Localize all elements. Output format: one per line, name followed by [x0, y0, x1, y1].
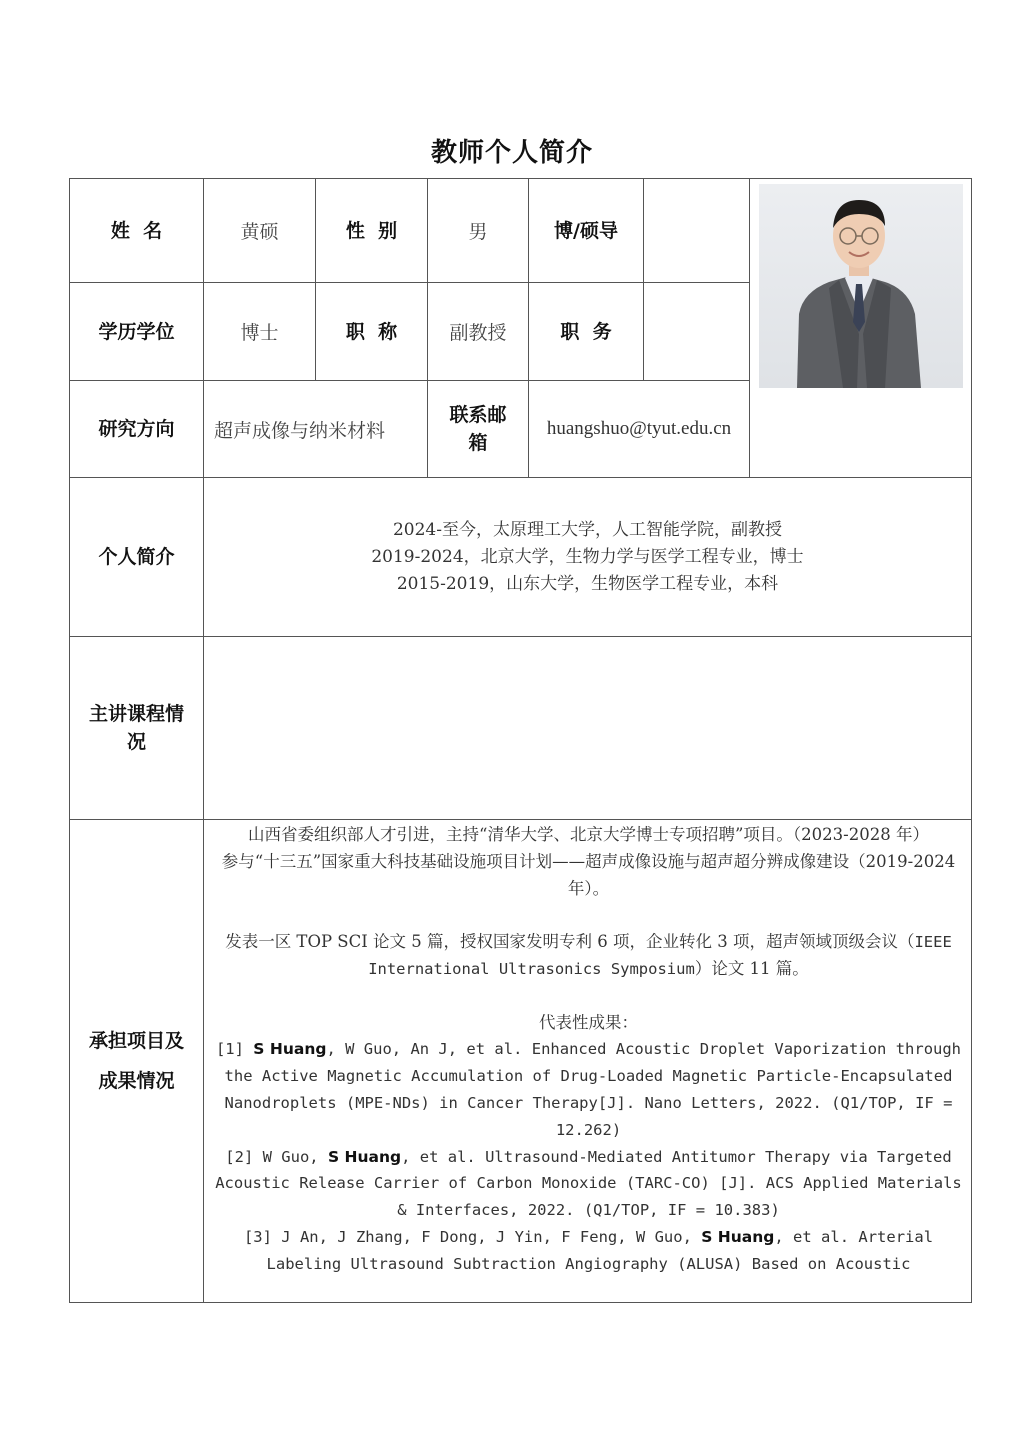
gender-value: 男 — [428, 179, 529, 283]
intro-content — [204, 478, 972, 637]
project-paragraph-3 — [214, 929, 963, 983]
reference-1 — [214, 1036, 963, 1143]
ref-details: , et al. Ultrasound-Mediated Antitumor Therapy via Targeted Acoustic Release Carrier of Carbon Monoxide (TARC-CO) [J]. ACS Applied Materials & Interfaces, 2022. (Q1/TOP, IF = 10.383) — [215, 1147, 962, 1220]
name-value: 黄硕 — [204, 179, 316, 283]
name-label: 姓 名 — [70, 179, 204, 283]
degree-label: 学历学位 — [70, 283, 204, 381]
row-projects — [70, 820, 972, 1303]
ref-details: , et al. Arterial Labeling Ultrasound Subtraction Angiography (ALUSA) Based on Acoustic — [266, 1227, 934, 1273]
position-value — [644, 283, 750, 381]
ref-number: [2] — [225, 1147, 263, 1166]
research-value: 超声成像与纳米材料 — [204, 381, 428, 478]
degree-value: 博士 — [204, 283, 316, 381]
intro-line: 2024-至今，太原理工大学，人工智能学院，副教授 — [392, 519, 782, 540]
project-paragraph-2: 参与“十三五”国家重大科技基础设施项目计划——超声成像设施与超声超分辨成像建设（2019-2024 年）。 — [221, 851, 956, 898]
spacer — [214, 983, 963, 1010]
ref-details: , W Guo, An J, et al. Enhanced Acoustic Droplet Vaporization through the Active Magnetic Accumulation of Drug-Loaded Magnetic Particle-Encapsulated Nanodroplets (MPE-NDs) in Cancer Therapy[J]. Nano Letters, 2022. (Q1/TOP, IF = 12.262) — [224, 1040, 962, 1139]
projects-content — [204, 820, 972, 1303]
title-value: 副教授 — [428, 283, 529, 381]
projects-label-line1: 承担项目及 — [88, 1030, 184, 1052]
projects-label — [70, 820, 204, 1303]
gender-label: 性 别 — [316, 179, 428, 283]
intro-line: 2019-2024，北京大学，生物力学与医学工程专业，博士 — [371, 546, 804, 567]
spacer — [214, 902, 963, 929]
p3-conference: IEEE International Ultrasonics Symposium — [368, 933, 952, 978]
reference-2 — [214, 1144, 963, 1224]
ref-authors-pre: J An, J Zhang, F Dong, J Yin, F Feng, W Guo, — [281, 1227, 702, 1246]
p3-text-a: 发表一区 TOP SCI 论文 5 篇，授权国家发明专利 6 项，企业转化 3 项，超声领域顶级会议（ — [225, 932, 915, 952]
intro-label: 个人简介 — [70, 478, 204, 637]
project-paragraph-1: 山西省委组织部人才引进，主持“清华大学、北京大学博士专项招聘”项目。（2023-2028 年） — [248, 825, 929, 844]
ref-author-highlight: S Huang — [701, 1227, 775, 1246]
reference-3 — [214, 1224, 963, 1278]
row-courses — [70, 637, 972, 820]
email-value: huangshuo@tyut.edu.cn — [529, 381, 750, 478]
p3-text-c: ）论文 11 篇。 — [694, 958, 809, 978]
portrait-image — [759, 184, 963, 388]
intro-line: 2015-2019，山东大学，生物医学工程专业，本科 — [396, 573, 779, 594]
ref-author-highlight: S Huang — [253, 1040, 327, 1059]
ref-author-highlight: S Huang — [327, 1147, 402, 1166]
supervisor-value — [644, 179, 750, 283]
ref-authors-pre: W Guo, — [262, 1147, 328, 1166]
row-basic-info — [70, 179, 972, 283]
courses-label: 主讲课程情况 — [70, 637, 204, 820]
courses-content — [204, 637, 972, 820]
supervisor-label: 博/硕导 — [529, 179, 644, 283]
ref-number: [1] — [215, 1040, 254, 1059]
position-label: 职 务 — [529, 283, 644, 381]
projects-label-line2: 成果情况 — [98, 1070, 175, 1092]
page-title: 教师个人简介 — [430, 138, 593, 168]
photo-cell — [750, 179, 972, 478]
rep-heading: 代表性成果： — [539, 1012, 638, 1032]
title-label: 职 称 — [316, 283, 428, 381]
research-label: 研究方向 — [70, 381, 204, 478]
teacher-photo — [759, 184, 963, 388]
ref-number: [3] — [243, 1227, 282, 1246]
profile-table — [69, 178, 972, 1303]
email-label: 联系邮箱 — [428, 381, 529, 478]
row-intro — [70, 478, 972, 637]
